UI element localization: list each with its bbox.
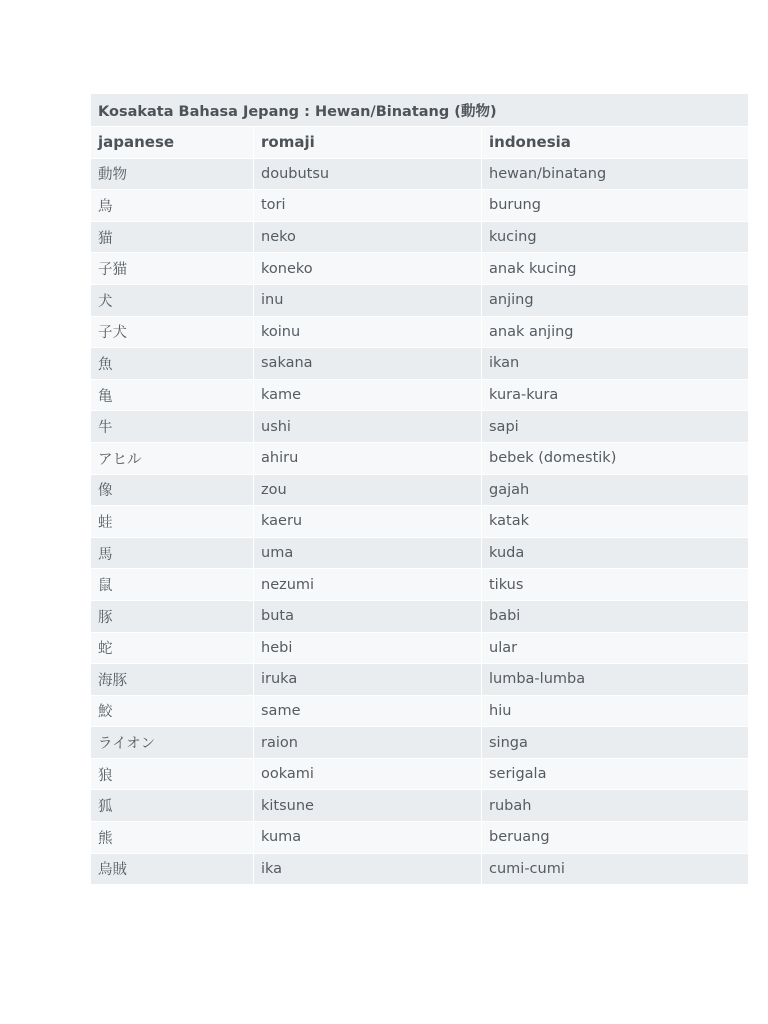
cell-japanese: 鮫 bbox=[91, 695, 254, 727]
cell-indonesia: anak anjing bbox=[482, 316, 749, 348]
cell-japanese: 動物 bbox=[91, 158, 254, 190]
cell-japanese: 犬 bbox=[91, 284, 254, 316]
cell-romaji: uma bbox=[254, 537, 482, 569]
column-header-indonesia: indonesia bbox=[482, 127, 749, 159]
table-row bbox=[91, 664, 749, 696]
cell-romaji: kitsune bbox=[254, 790, 482, 822]
cell-japanese: 海豚 bbox=[91, 664, 254, 696]
table-row bbox=[91, 758, 749, 790]
vocabulary-table bbox=[90, 93, 749, 885]
cell-indonesia: kucing bbox=[482, 221, 749, 253]
cell-indonesia: hiu bbox=[482, 695, 749, 727]
cell-romaji: koneko bbox=[254, 253, 482, 285]
cell-romaji: zou bbox=[254, 474, 482, 506]
table-row bbox=[91, 411, 749, 443]
cell-romaji: ushi bbox=[254, 411, 482, 443]
cell-romaji: kuma bbox=[254, 822, 482, 854]
cell-romaji: kaeru bbox=[254, 506, 482, 538]
table-row bbox=[91, 569, 749, 601]
cell-japanese: 像 bbox=[91, 474, 254, 506]
caption-row bbox=[91, 94, 749, 127]
cell-indonesia: cumi-cumi bbox=[482, 853, 749, 885]
cell-japanese: 狼 bbox=[91, 758, 254, 790]
table-row bbox=[91, 600, 749, 632]
cell-indonesia: gajah bbox=[482, 474, 749, 506]
cell-romaji: tori bbox=[254, 190, 482, 222]
cell-japanese: 熊 bbox=[91, 822, 254, 854]
table-row bbox=[91, 379, 749, 411]
cell-romaji: sakana bbox=[254, 348, 482, 380]
cell-indonesia: tikus bbox=[482, 569, 749, 601]
cell-japanese: 亀 bbox=[91, 379, 254, 411]
header-row bbox=[91, 127, 749, 159]
cell-romaji: ookami bbox=[254, 758, 482, 790]
cell-indonesia: bebek (domestik) bbox=[482, 442, 749, 474]
cell-japanese: 猫 bbox=[91, 221, 254, 253]
cell-indonesia: ikan bbox=[482, 348, 749, 380]
table-row bbox=[91, 632, 749, 664]
table-row bbox=[91, 442, 749, 474]
table-row bbox=[91, 727, 749, 759]
cell-indonesia: beruang bbox=[482, 822, 749, 854]
cell-japanese: 子犬 bbox=[91, 316, 254, 348]
cell-indonesia: sapi bbox=[482, 411, 749, 443]
table-row bbox=[91, 474, 749, 506]
cell-japanese: 烏賊 bbox=[91, 853, 254, 885]
cell-japanese: 鳥 bbox=[91, 190, 254, 222]
table-row bbox=[91, 284, 749, 316]
table-row bbox=[91, 253, 749, 285]
cell-romaji: inu bbox=[254, 284, 482, 316]
cell-romaji: hebi bbox=[254, 632, 482, 664]
cell-romaji: nezumi bbox=[254, 569, 482, 601]
cell-japanese: 鼠 bbox=[91, 569, 254, 601]
cell-romaji: doubutsu bbox=[254, 158, 482, 190]
table-row bbox=[91, 316, 749, 348]
table-caption: Kosakata Bahasa Jepang : Hewan/Binatang (動物) bbox=[91, 94, 749, 127]
cell-indonesia: singa bbox=[482, 727, 749, 759]
table-row bbox=[91, 158, 749, 190]
column-header-romaji: romaji bbox=[254, 127, 482, 159]
table-row bbox=[91, 537, 749, 569]
cell-indonesia: katak bbox=[482, 506, 749, 538]
cell-indonesia: kura-kura bbox=[482, 379, 749, 411]
cell-japanese: 豚 bbox=[91, 600, 254, 632]
cell-indonesia: rubah bbox=[482, 790, 749, 822]
table-row bbox=[91, 348, 749, 380]
cell-romaji: raion bbox=[254, 727, 482, 759]
table-row bbox=[91, 221, 749, 253]
cell-romaji: neko bbox=[254, 221, 482, 253]
cell-romaji: koinu bbox=[254, 316, 482, 348]
cell-indonesia: babi bbox=[482, 600, 749, 632]
cell-indonesia: ular bbox=[482, 632, 749, 664]
table-row bbox=[91, 506, 749, 538]
cell-indonesia: burung bbox=[482, 190, 749, 222]
cell-indonesia: anjing bbox=[482, 284, 749, 316]
cell-japanese: 蛙 bbox=[91, 506, 254, 538]
cell-japanese: 子猫 bbox=[91, 253, 254, 285]
column-header-japanese: japanese bbox=[91, 127, 254, 159]
cell-indonesia: kuda bbox=[482, 537, 749, 569]
table-row bbox=[91, 853, 749, 885]
cell-romaji: ika bbox=[254, 853, 482, 885]
cell-japanese: 蛇 bbox=[91, 632, 254, 664]
table-row bbox=[91, 822, 749, 854]
cell-japanese: 馬 bbox=[91, 537, 254, 569]
cell-romaji: kame bbox=[254, 379, 482, 411]
table-row bbox=[91, 190, 749, 222]
cell-japanese: アヒル bbox=[91, 442, 254, 474]
cell-indonesia: serigala bbox=[482, 758, 749, 790]
table-row bbox=[91, 695, 749, 727]
cell-japanese: 牛 bbox=[91, 411, 254, 443]
cell-japanese: ライオン bbox=[91, 727, 254, 759]
cell-indonesia: lumba-lumba bbox=[482, 664, 749, 696]
cell-romaji: iruka bbox=[254, 664, 482, 696]
cell-japanese: 狐 bbox=[91, 790, 254, 822]
table-row bbox=[91, 790, 749, 822]
cell-indonesia: anak kucing bbox=[482, 253, 749, 285]
cell-romaji: buta bbox=[254, 600, 482, 632]
cell-indonesia: hewan/binatang bbox=[482, 158, 749, 190]
cell-romaji: ahiru bbox=[254, 442, 482, 474]
cell-romaji: same bbox=[254, 695, 482, 727]
cell-japanese: 魚 bbox=[91, 348, 254, 380]
